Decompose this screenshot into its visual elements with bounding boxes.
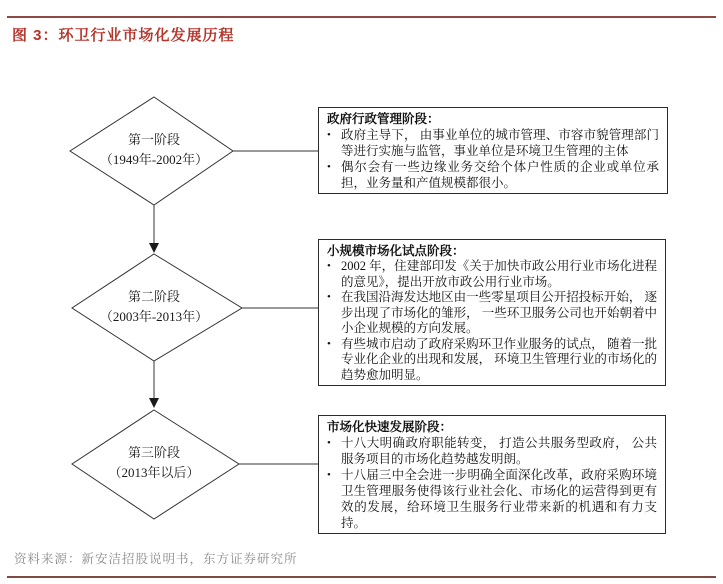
list-item (327, 290, 657, 337)
stage-3-bullet-list (327, 435, 657, 531)
stage-2-detail-box (318, 239, 666, 386)
list-item (327, 467, 657, 531)
list-item (327, 159, 659, 191)
bullet-text: 在我国沿海发达地区由一些零星项目公开招投标开始， 逐步出现了市场化的雏形， 一些环卫服务公司也开始朝着中小企业规模的方向发展。 (341, 290, 657, 335)
bottom-divider (7, 576, 716, 578)
stage-2-name: 第二阶段 (127, 289, 180, 304)
arrow-down-icon (149, 398, 159, 408)
bullet-text: 2002 年，住建部印发《关于加快市政公用行业市场化进程的意见》，提出开放市政公用行业市场。 (341, 259, 657, 289)
bullet-icon: • (327, 260, 331, 272)
stage-3-box-title: 市场化快速发展阶段： (327, 420, 453, 434)
bullet-text: 十八届三中全会进一步明确全面深化改革，政府采购环境卫生管理服务使得该行业社会化、市场化的运营得到更有效的发展，给环境卫生服务行业带来新的机遇和有力支持。 (341, 468, 657, 530)
bullet-icon: • (327, 437, 331, 449)
stage-3-detail-box (318, 415, 666, 534)
stage-1-bullet-list (327, 127, 659, 191)
source-note: 资料来源：新安洁招股说明书，东方证券研究所 (14, 552, 298, 566)
list-item (327, 337, 657, 384)
stage-3-years: （2013年以后） (108, 465, 200, 480)
stage-3-name: 第三阶段 (127, 445, 180, 460)
stage-2-years: （2003年-2013年） (99, 309, 209, 324)
bullet-icon: • (327, 161, 331, 173)
stage-1-detail-box (318, 107, 668, 194)
bullet-text: 十八大明确政府职能转变， 打造公共服务型政府， 公共服务项目的市场化趋势越发明朗。 (341, 436, 657, 466)
bullet-text: 政府主导下， 由事业单位的城市管理、市容市貌管理部门等进行实施与监管，事业单位是环境卫生管理的主体 (341, 128, 659, 158)
stage-2-diamond-label (64, 287, 244, 327)
bullet-icon: • (327, 469, 331, 481)
arrow-down-icon (149, 243, 159, 253)
stage-1-diamond-label (64, 130, 244, 170)
list-item (327, 259, 657, 290)
stage-1-years: （1949年-2002年） (99, 152, 209, 167)
stage-3-diamond-label (64, 443, 244, 483)
bullet-text: 偶尔会有一些边缘业务交给个体户性质的企业或单位承担，业务量和产值规模都很小。 (341, 160, 659, 190)
stage-1-box-title: 政府行政管理阶段： (327, 112, 440, 126)
list-item (327, 435, 657, 467)
stage-2-box-title: 小规模市场化试点阶段： (327, 244, 465, 258)
bullet-icon: • (327, 337, 331, 350)
bullet-icon: • (327, 291, 331, 303)
stage-1-name: 第一阶段 (127, 132, 180, 147)
list-item (327, 127, 659, 159)
bullet-icon: • (327, 129, 331, 141)
stage-2-bullet-list (327, 259, 657, 383)
bullet-text: 有些城市启动了政府采购环卫作业服务的试点， 随着一批专业化企业的出现和发展， 环境卫生管理行业的市场化的趋势愈加明显。 (341, 336, 657, 382)
figure-title: 图 3：环卫行业市场化发展历程 (12, 27, 235, 44)
